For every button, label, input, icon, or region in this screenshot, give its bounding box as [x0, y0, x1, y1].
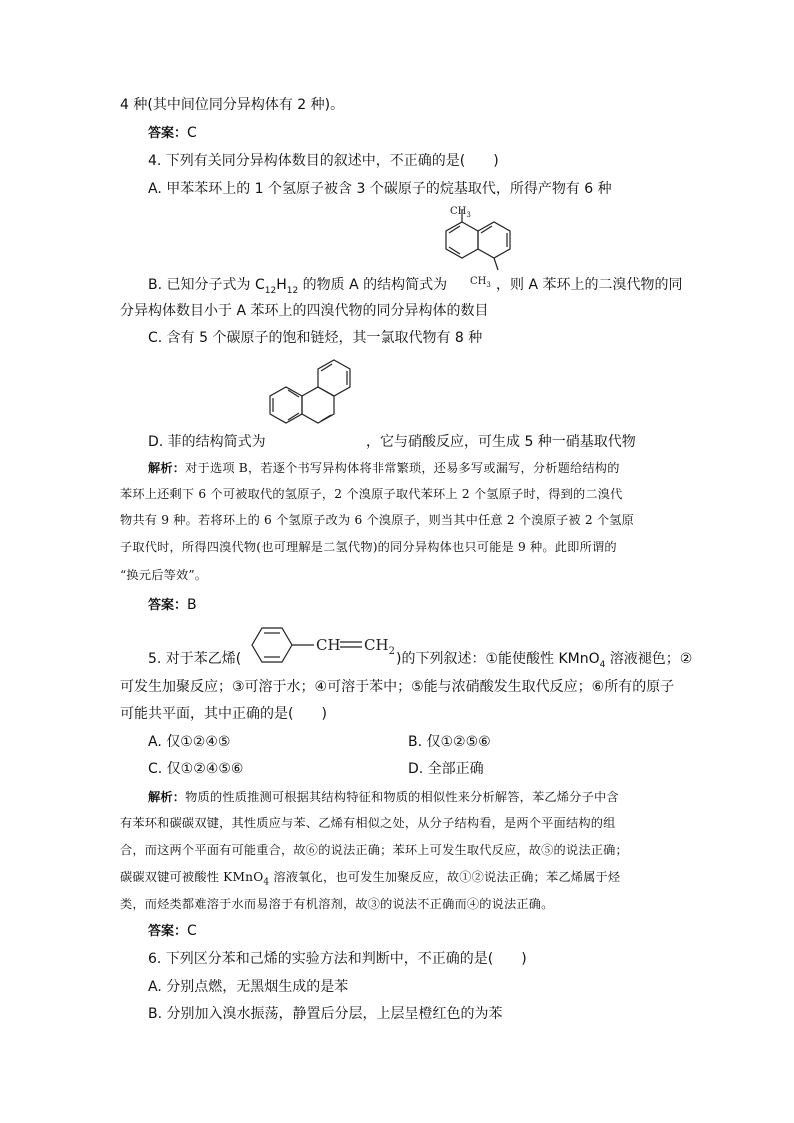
option-4d-continued: [366, 433, 636, 451]
option-text: A. 甲苯苯环上的 1 个氢原子被含 3 个碳原子的烷基取代，所得产物有 6 种: [148, 181, 612, 197]
answer-line: [148, 124, 197, 143]
option-text: D. 菲的结构简式为: [148, 434, 266, 450]
option-5c: [148, 760, 243, 778]
explanation-line: [120, 868, 620, 891]
explanation-text: 碳碳双键可被酸性 KMnO: [120, 870, 264, 884]
subscript: 4: [263, 877, 270, 888]
answer-value: B: [187, 597, 197, 613]
option-5b: [408, 733, 491, 751]
option-5a: [148, 733, 230, 751]
explanation-text: 物共有 9 种。若将环上的 6 个氢原子改为 6 个溴原子，则当其中任意 2 个溴原子被 2 个氢原: [120, 513, 635, 527]
option-text: 分异构体数目小于 A 苯环上的四溴代物的同分异构体的数目: [120, 303, 489, 319]
option-text: A. 仅①②④⑤: [148, 734, 231, 750]
question-5-line3: [120, 705, 327, 723]
explanation-text: 类，而烃类都难溶于水而易溶于有机溶剂，故③的说法不正确而④的说法正确。: [120, 897, 554, 911]
explanation-line: [120, 511, 634, 529]
question-text: 溶液褪色；②: [605, 651, 693, 667]
subscript: 4: [599, 659, 606, 670]
explanation-line: [148, 788, 619, 806]
answer-value: C: [187, 923, 197, 939]
option-4b-line2: [120, 302, 488, 320]
answer-label: 答案：: [148, 598, 188, 613]
question-text: 6. 下列区分苯和己烯的实验方法和判断中，不正确的是( ): [148, 951, 527, 967]
subscript: 12: [286, 285, 299, 296]
explanation-line: [120, 485, 623, 503]
option-text: B. 分别加入溴水振荡，静置后分层，上层呈橙红色的为苯: [148, 1006, 503, 1022]
option-6a: [148, 978, 348, 996]
explanation-text: 有苯环和碳碳双键，其性质应与苯、乙烯有相似之处，从分子结构看，是两个平面结构的组: [120, 816, 616, 830]
text-span: 4 种(其中间位同分异构体有 2 种)。: [120, 97, 345, 113]
option-text: B. 已知分子式为 C: [148, 277, 265, 293]
vinyl-ch2-label: $CH_2$: [364, 636, 395, 657]
methyl-label-bottom: $CH_3$: [470, 276, 491, 289]
answer-line: [148, 922, 197, 941]
option-4a: [148, 180, 612, 198]
option-text: D. 全部正确: [408, 761, 484, 777]
explanation-line: [120, 814, 616, 832]
option-4b-continued: [496, 276, 682, 294]
question-text: 可能共平面，其中正确的是( ): [120, 706, 327, 722]
option-text: C. 含有 5 个碳原子的饱和链烃，其一氯取代物有 8 种: [148, 330, 483, 346]
styrene-structure: [238, 622, 396, 668]
question-text: 5. 对于苯乙烯(: [148, 651, 242, 667]
option-text: ，它与硝酸反应，可生成 5 种一硝基取代物: [366, 434, 636, 450]
explanation-text: 苯环上还剩下 6 个可被取代的氢原子，2 个溴原子取代苯环上 2 个氢原子时，得到的二溴代: [120, 487, 623, 501]
option-5d: [408, 760, 484, 778]
question-4: [148, 152, 499, 170]
explanation-line: [120, 895, 554, 913]
option-text: ，则 A 苯环上的二溴代物的同: [496, 277, 683, 293]
text-line: [120, 96, 344, 114]
option-text: 的物质 A 的结构简式为: [298, 277, 448, 293]
option-6b: [148, 1005, 503, 1023]
option-4b: [148, 276, 447, 300]
explanation-text: 溶液氧化，也可发生加聚反应，故①②说法正确；苯乙烯属于烃: [269, 870, 621, 884]
answer-label: 答案：: [148, 924, 188, 939]
option-text: H: [276, 277, 287, 293]
explanation-label: 解析：: [148, 461, 186, 475]
explanation-line: [120, 841, 628, 859]
explanation-line: [148, 459, 620, 477]
explanation-text: 物质的性质推测可根据其结构特征和物质的相似性来分析解答，苯乙烯分子中含: [185, 790, 619, 804]
subscript: 12: [264, 285, 277, 296]
question-text: 4. 下列有关同分异构体数目的叙述中，不正确的是( ): [148, 153, 499, 169]
option-text: A. 分别点燃，无黑烟生成的是苯: [148, 979, 349, 995]
explanation-line: [120, 538, 617, 556]
answer-line: [148, 596, 197, 615]
methyl-label-top: $CH_3$: [450, 206, 471, 219]
explanation-text: 合，而这两个平面有可能重合，故⑥的说法正确；苯环上可发生取代反应，故⑤的说法正确；: [120, 843, 628, 857]
answer-value: C: [187, 125, 197, 141]
option-4c: [148, 329, 482, 347]
option-text: B. 仅①②⑤⑥: [408, 734, 491, 750]
option-text: C. 仅①②④⑤⑥: [148, 761, 244, 777]
question-text: )的下列叙述：①能使酸性 KMnO: [396, 651, 600, 667]
explanation-text: 对于选项 B，若逐个书写异构体将非常繁琐，还易多写或漏写，分析题给结构的: [185, 461, 620, 475]
answer-label: 答案：: [148, 126, 188, 141]
explanation-label: 解析：: [148, 790, 186, 804]
question-5: [148, 650, 241, 668]
question-6: [148, 950, 527, 968]
explanation-line: [120, 566, 207, 584]
explanation-text: 子取代时，所得四溴代物(也可理解是二氢代物)的同分异构体也只可能是 9 种。此即所谓的: [120, 540, 617, 554]
phenanthrene-structure: [266, 354, 362, 444]
question-text: 可发生加聚反应；③可溶于水；④可溶于苯中；⑤能与浓硝酸发生取代反应；⑥所有的原子: [120, 679, 675, 695]
vinyl-ch-label: CH: [316, 636, 341, 654]
question-5-line2: [120, 678, 674, 696]
question-5-continued: [396, 650, 692, 674]
option-4d: [148, 433, 266, 451]
explanation-text: “换元后等效”。: [120, 568, 208, 582]
